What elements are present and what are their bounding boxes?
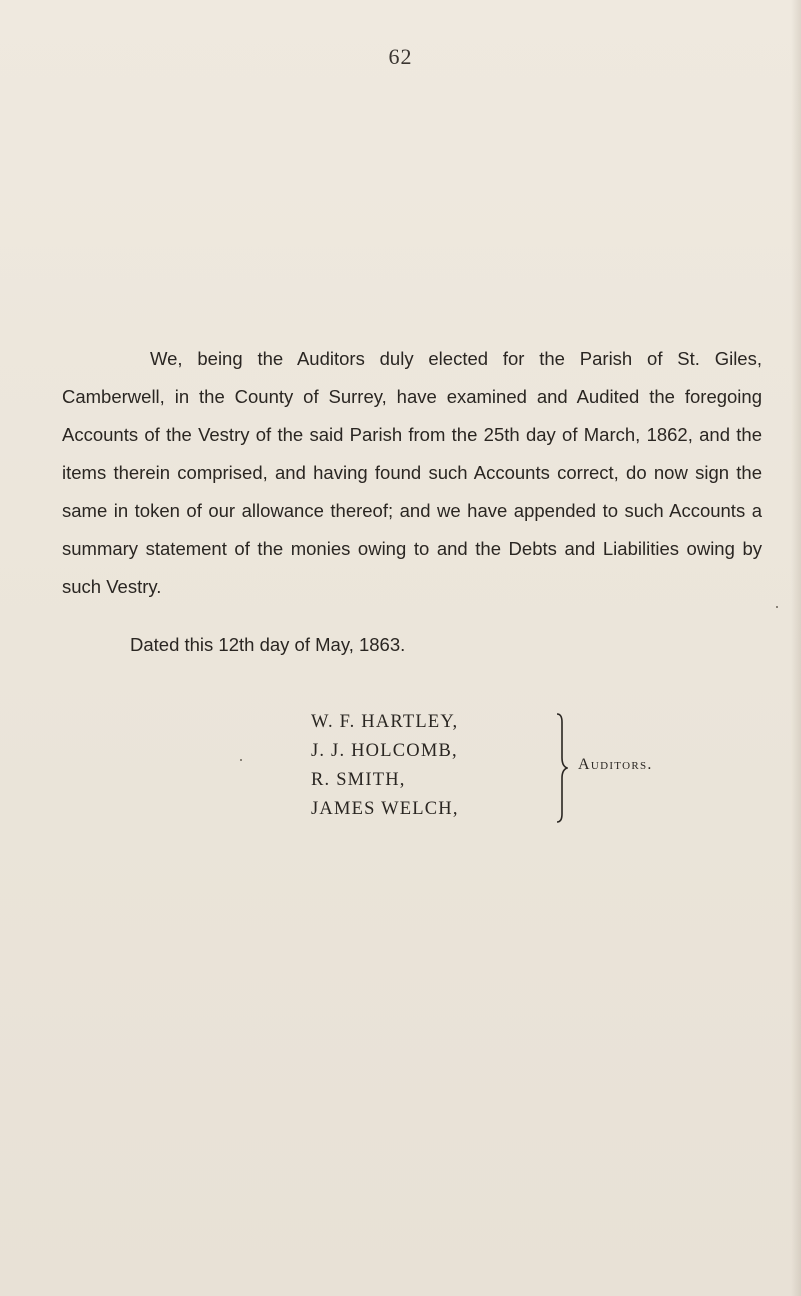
auditor-names-list xyxy=(311,708,459,824)
page-edge-shadow xyxy=(791,0,801,1296)
auditor-name: JAMES WELCH, xyxy=(311,799,459,819)
right-brace-icon xyxy=(556,712,568,824)
auditors-statement-paragraph: We, being the Auditors duly elected for the Parish of St. Giles, Camberwell, in the County of Surrey, have examined and Audited the foregoing Accounts of the Vestry of the said Parish from the 25th day of March, 1862, and the items therein comprised, and having found such Accounts correct, do now sign the same in token of our allowance thereof; and we have appended to such Accounts a summary statement of the monies owing to and the Debts and Liabilities owing by such Vestry. xyxy=(62,348,762,597)
page-number: 62 xyxy=(388,44,413,69)
auditor-name: J. J. HOLCOMB, xyxy=(311,741,458,761)
auditors-label: Auditors. xyxy=(578,756,653,773)
dated-line: Dated this 12th day of May, 1863. xyxy=(130,634,406,655)
auditor-name: R. SMITH, xyxy=(311,770,406,790)
ink-speck xyxy=(776,606,778,608)
ink-speck xyxy=(240,759,242,761)
auditor-name: W. F. HARTLEY, xyxy=(311,712,459,732)
